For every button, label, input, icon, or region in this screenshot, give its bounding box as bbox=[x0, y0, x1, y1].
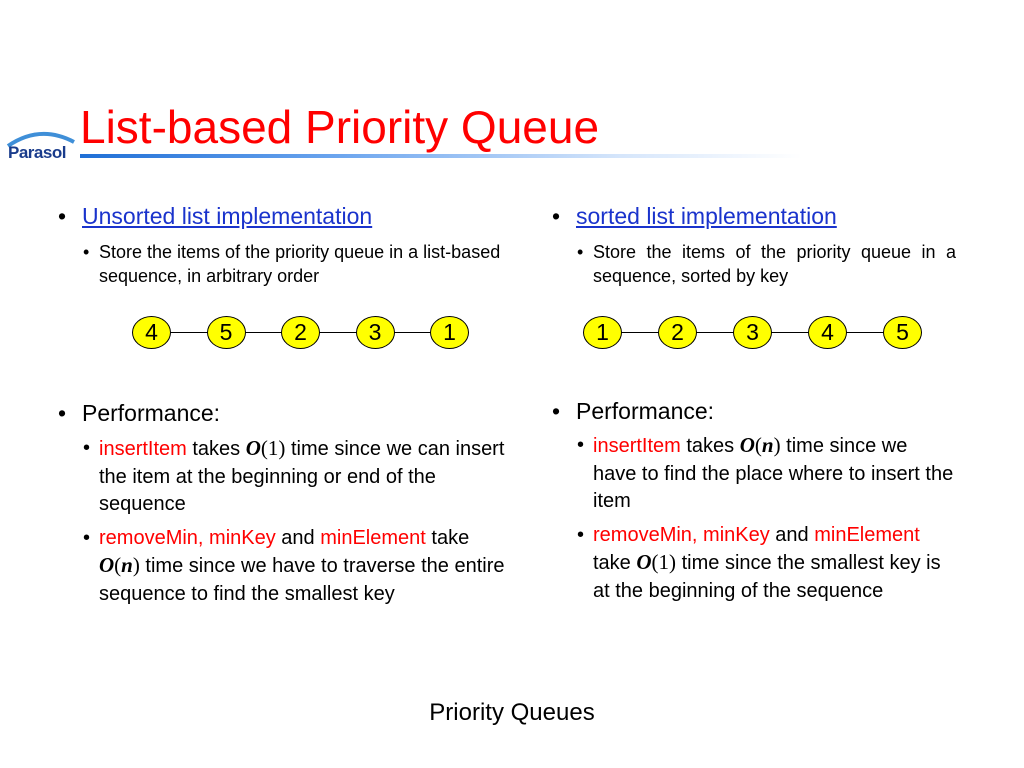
sorted-sequence-node: 4 bbox=[808, 316, 847, 349]
bullet-dot: • bbox=[577, 523, 585, 546]
sorted-sequence-node: 1 bbox=[583, 316, 622, 349]
left-insert-complexity: O(1) bbox=[245, 436, 286, 460]
left-remove-complexity: O(n) bbox=[99, 553, 140, 577]
right-performance-label: Performance: bbox=[576, 398, 715, 424]
left-insert-takes: takes bbox=[192, 438, 241, 460]
bullet-dot: • bbox=[83, 437, 91, 459]
right-remove-rest: time since the smallest key is at the beginning of the sequence bbox=[593, 552, 941, 602]
left-remove-op2: minElement bbox=[320, 526, 426, 549]
right-insert-takes: takes bbox=[686, 435, 735, 457]
logo-text: Parasol bbox=[8, 143, 66, 162]
right-insert-rest: time since we have to find the place where to insert the item bbox=[593, 435, 954, 512]
bullet-dot: • bbox=[552, 203, 561, 229]
title-underline bbox=[80, 154, 802, 158]
left-heading[interactable]: Unsorted list implementation bbox=[82, 203, 373, 229]
unsorted-sequence-node: 1 bbox=[430, 316, 469, 349]
unsorted-sequence-node: 3 bbox=[356, 316, 395, 349]
unsorted-sequence-node: 2 bbox=[281, 316, 320, 349]
left-remove-op1: removeMin, minKey bbox=[99, 526, 276, 549]
right-performance bbox=[552, 398, 956, 605]
left-insert-rest: time since we can insert the item at the beginning or end of the sequence bbox=[99, 438, 505, 515]
left-insert-item bbox=[58, 435, 510, 519]
parasol-logo bbox=[4, 128, 78, 168]
right-remove-take: take bbox=[593, 552, 631, 574]
footer-title: Priority Queues bbox=[429, 699, 595, 726]
right-heading-bullet bbox=[552, 203, 956, 230]
bullet-dot: • bbox=[577, 242, 584, 262]
right-remove-and: and bbox=[775, 523, 809, 546]
right-insert-complexity: O(n) bbox=[739, 433, 781, 457]
left-remove-item bbox=[58, 525, 510, 609]
right-description-text: Store the items of the priority queue in a sequence, sorted by key bbox=[593, 242, 956, 286]
left-heading-bullet bbox=[58, 203, 510, 230]
right-performance-bullet bbox=[552, 398, 956, 425]
right-remove-item bbox=[552, 522, 956, 606]
unsorted-sequence-node: 5 bbox=[207, 316, 246, 349]
sorted-sequence-node: 2 bbox=[658, 316, 697, 349]
unsorted-sequence-node: 4 bbox=[132, 316, 171, 349]
left-description-text: Store the items of the priority queue in a list-based sequence, in arbitrary order bbox=[99, 242, 501, 286]
bullet-dot: • bbox=[58, 203, 67, 229]
left-remove-take: take bbox=[431, 526, 470, 549]
right-remove-complexity: O(1) bbox=[636, 550, 677, 574]
bullet-dot: • bbox=[577, 434, 585, 456]
bullet-dot: • bbox=[552, 398, 561, 424]
right-insert-op: insertItem bbox=[593, 435, 681, 457]
bullet-dot: • bbox=[83, 242, 90, 262]
left-remove-rest: time since we have to traverse the entire sequence to find the smallest key bbox=[99, 555, 505, 605]
sorted-sequence-node: 3 bbox=[733, 316, 772, 349]
bullet-dot: • bbox=[58, 400, 67, 426]
left-description bbox=[58, 240, 510, 288]
sorted-sequence-node: 5 bbox=[883, 316, 922, 349]
left-performance-label: Performance: bbox=[82, 400, 221, 426]
bullet-dot: • bbox=[83, 526, 91, 549]
right-heading[interactable]: sorted list implementation bbox=[576, 203, 837, 229]
left-performance-bullet bbox=[58, 400, 510, 427]
right-remove-op2: minElement bbox=[814, 523, 920, 546]
left-column bbox=[58, 203, 510, 288]
right-column bbox=[552, 203, 956, 288]
left-performance bbox=[58, 400, 510, 608]
left-insert-op: insertItem bbox=[99, 438, 187, 460]
right-description bbox=[552, 240, 956, 288]
right-remove-op1: removeMin, minKey bbox=[593, 523, 770, 546]
page-title: List-based Priority Queue bbox=[80, 101, 600, 153]
right-insert-item bbox=[552, 432, 956, 516]
left-remove-and: and bbox=[281, 526, 315, 549]
